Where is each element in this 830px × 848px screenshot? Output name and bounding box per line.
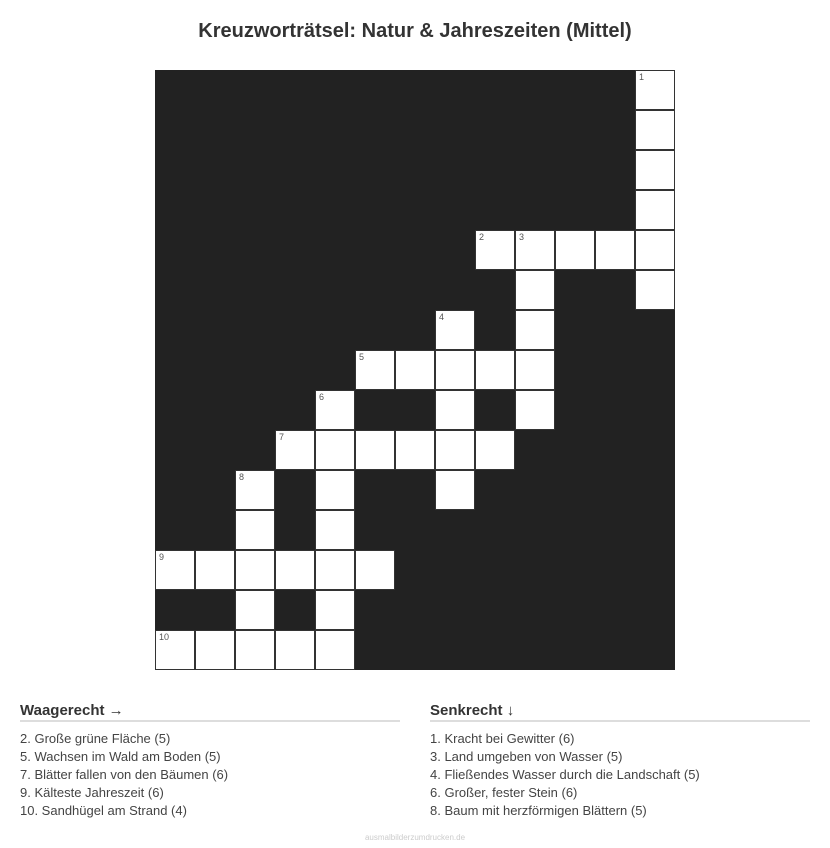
- clue-number: 4: [439, 312, 445, 322]
- grid-cell[interactable]: [395, 350, 435, 390]
- down-clue: 1. Kracht bei Gewitter (6): [430, 731, 575, 746]
- grid-cell[interactable]: [475, 350, 515, 390]
- grid-cell[interactable]: [515, 310, 555, 350]
- down-heading: [430, 702, 810, 722]
- grid-cell[interactable]: [435, 310, 475, 350]
- grid-cell[interactable]: [275, 550, 315, 590]
- down-clues-section: [430, 702, 810, 820]
- grid-cell[interactable]: [515, 390, 555, 430]
- grid-cell[interactable]: [315, 430, 355, 470]
- grid-cell[interactable]: [395, 430, 435, 470]
- grid-cell[interactable]: [315, 510, 355, 550]
- clue-number: 6: [319, 392, 325, 402]
- clue-number: 1: [639, 72, 645, 82]
- clue-number: 3: [519, 232, 525, 242]
- down-clue-list: [430, 730, 810, 820]
- grid-cell[interactable]: [155, 550, 195, 590]
- grid-cell[interactable]: [435, 390, 475, 430]
- across-clue: 10. Sandhügel am Strand (4): [20, 803, 187, 818]
- grid-cell[interactable]: [235, 550, 275, 590]
- grid-cell[interactable]: [275, 630, 315, 670]
- crossword-grid: [155, 70, 675, 670]
- grid-cell[interactable]: [155, 630, 195, 670]
- arrow-down-icon: ↓: [506, 702, 515, 719]
- clue-number: 5: [359, 352, 365, 362]
- grid-cell[interactable]: [475, 430, 515, 470]
- grid-cell[interactable]: [435, 470, 475, 510]
- watermark: ausmalbilderzumdrucken.de: [364, 833, 466, 842]
- across-heading: [20, 702, 400, 722]
- across-heading-label: Waagerecht: [20, 702, 105, 719]
- clue-number: 10: [159, 632, 170, 642]
- grid-cell[interactable]: [355, 430, 395, 470]
- grid-cell[interactable]: [515, 270, 555, 310]
- grid-cell[interactable]: [195, 550, 235, 590]
- grid-cell[interactable]: [315, 590, 355, 630]
- grid-cell[interactable]: [475, 230, 515, 270]
- grid-cell[interactable]: [635, 230, 675, 270]
- grid-cell[interactable]: [635, 70, 675, 110]
- grid-cell[interactable]: [315, 550, 355, 590]
- clue-number: 7: [279, 432, 285, 442]
- grid-cell[interactable]: [235, 470, 275, 510]
- across-clues-section: [20, 702, 400, 820]
- grid-cell[interactable]: [635, 190, 675, 230]
- page-title: Kreuzworträtsel: Natur & Jahreszeiten (Mittel): [198, 20, 632, 42]
- grid-cell[interactable]: [515, 350, 555, 390]
- grid-cell[interactable]: [555, 230, 595, 270]
- arrow-right-icon: →: [108, 702, 124, 719]
- across-clue: 9. Kälteste Jahreszeit (6): [20, 785, 164, 800]
- across-clue: 5. Wachsen im Wald am Boden (5): [20, 749, 221, 764]
- grid-cell[interactable]: [435, 350, 475, 390]
- grid-cell[interactable]: [195, 630, 235, 670]
- grid-cell[interactable]: [355, 350, 395, 390]
- down-clue: 4. Fließendes Wasser durch die Landschaft (5): [430, 767, 700, 782]
- grid-cell[interactable]: [235, 590, 275, 630]
- grid-cell[interactable]: [635, 110, 675, 150]
- grid-cell[interactable]: [515, 230, 555, 270]
- clue-number: 2: [479, 232, 485, 242]
- down-clue: 6. Großer, fester Stein (6): [430, 785, 578, 800]
- grid-cell[interactable]: [315, 630, 355, 670]
- grid-cell[interactable]: [315, 470, 355, 510]
- down-clue: 8. Baum mit herzförmigen Blättern (5): [430, 803, 647, 818]
- grid-cell[interactable]: [315, 390, 355, 430]
- clue-number: 9: [159, 552, 165, 562]
- grid-cell[interactable]: [235, 630, 275, 670]
- across-clue-list: [20, 730, 400, 820]
- grid-cell[interactable]: [435, 430, 475, 470]
- across-clue: 7. Blätter fallen von den Bäumen (6): [20, 767, 229, 782]
- across-clue: 2. Große grüne Fläche (5): [20, 731, 171, 746]
- clue-number: 8: [239, 472, 245, 482]
- grid-cell[interactable]: [635, 150, 675, 190]
- grid-cell[interactable]: [275, 430, 315, 470]
- down-clue: 3. Land umgeben von Wasser (5): [430, 749, 623, 764]
- down-heading-label: Senkrecht: [430, 702, 503, 719]
- grid-cell[interactable]: [595, 230, 635, 270]
- grid-cell[interactable]: [355, 550, 395, 590]
- grid-cell[interactable]: [635, 270, 675, 310]
- grid-cell[interactable]: [235, 510, 275, 550]
